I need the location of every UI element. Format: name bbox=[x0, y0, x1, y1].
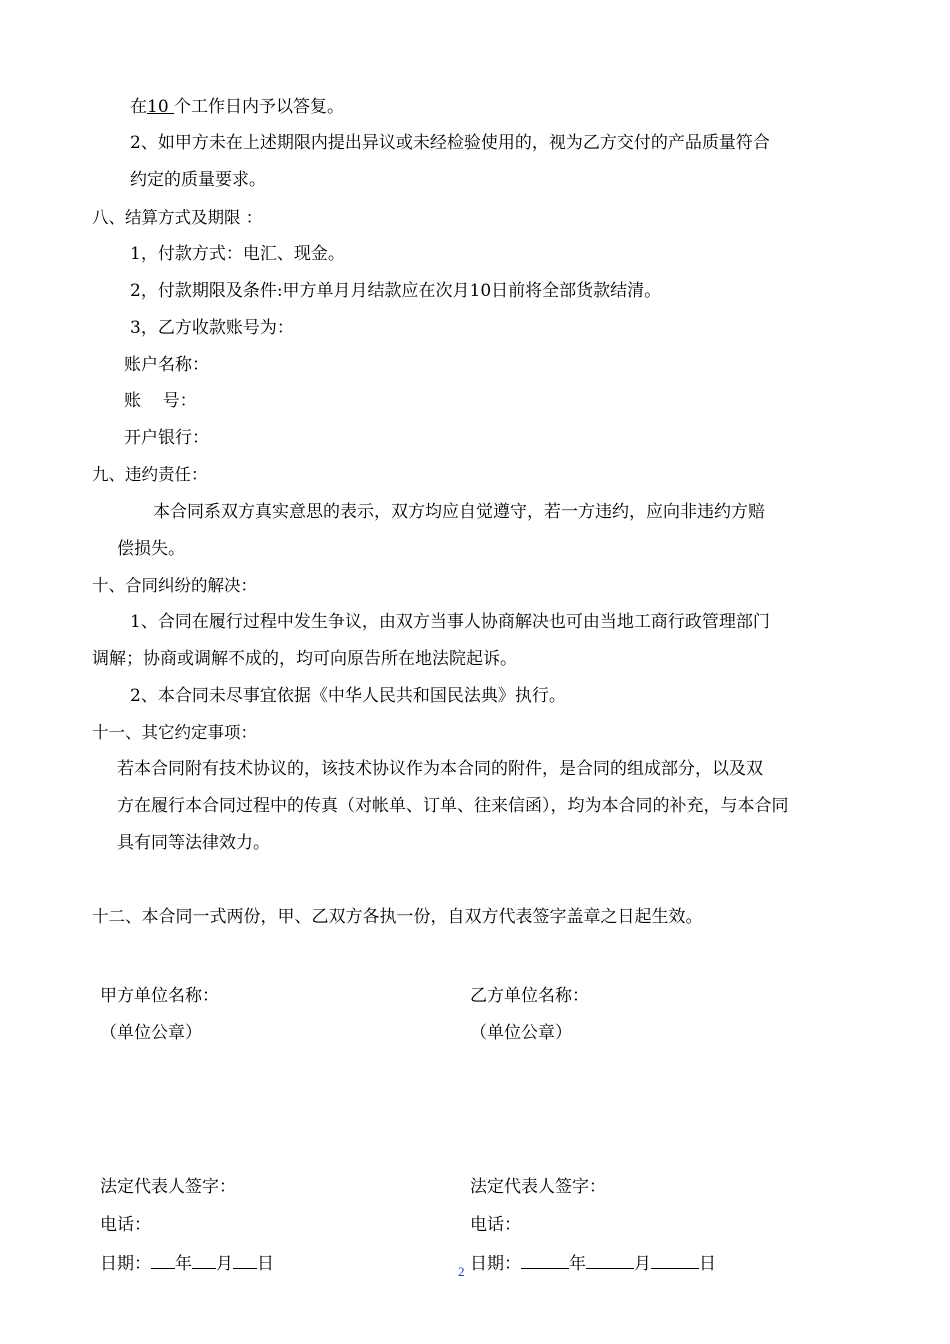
bank-label: 开户银行： bbox=[124, 428, 209, 448]
payment-terms: 2，付款期限及条件:甲方单月月结款应在次月10日前将全部货款结清。 bbox=[130, 281, 662, 301]
party-a-year-blank[interactable] bbox=[151, 1252, 175, 1269]
quality-objection-pre: 在 bbox=[130, 97, 147, 117]
section-9-heading bbox=[92, 464, 208, 486]
account-name-label: 账户名称： bbox=[124, 355, 209, 375]
party-a-month-blank[interactable] bbox=[192, 1252, 216, 1269]
quality-clause-2-line1: 2、如甲方未在上述期限内提出异议或未经检验使用的，视为乙方交付的产品质量符合 bbox=[130, 133, 770, 153]
quality-objection-days: 10 bbox=[147, 97, 175, 117]
party-b-day: 日 bbox=[699, 1254, 716, 1274]
section-12 bbox=[92, 906, 703, 928]
party-a-year: 年 bbox=[175, 1254, 192, 1274]
other-terms-line2: 方在履行本合同过程中的传真（对帐单、订单、往来信函），均为本合同的补充，与本合同 bbox=[117, 796, 789, 816]
party-a-date-label: 日期： bbox=[100, 1254, 151, 1274]
receiving-account-title: 3，乙方收款账号为： bbox=[130, 318, 294, 338]
page-number: 2 bbox=[458, 1264, 465, 1279]
section-11-heading: 十一、其它约定事项： bbox=[92, 723, 257, 742]
quality-objection-line bbox=[130, 96, 344, 118]
section-8-heading: 八、结算方式及期限 ： bbox=[92, 208, 263, 227]
party-a-seal: （单位公章） bbox=[100, 1023, 202, 1043]
other-terms-line3: 具有同等法律效力。 bbox=[117, 833, 270, 853]
party-b-phone-label: 电话： bbox=[470, 1215, 521, 1235]
party-b-date bbox=[470, 1252, 716, 1275]
party-b-year-blank[interactable] bbox=[521, 1252, 569, 1269]
party-a-day: 日 bbox=[257, 1254, 274, 1274]
dispute-clause-1-line2: 调解；协商或调解不成的，均可向原告所在地法院起诉。 bbox=[92, 649, 517, 669]
dispute-clause-1-line1: 1、合同在履行过程中发生争议，由双方当事人协商解决也可由当地工商行政管理部门 bbox=[130, 612, 770, 632]
party-b-rep-label: 法定代表人签字： bbox=[470, 1177, 606, 1197]
party-a-day-blank[interactable] bbox=[233, 1252, 257, 1269]
quality-objection-post: 个工作日内予以答复。 bbox=[174, 97, 345, 117]
party-a-month: 月 bbox=[216, 1254, 233, 1274]
party-a-rep-label: 法定代表人签字： bbox=[100, 1177, 236, 1197]
party-b-month: 月 bbox=[634, 1254, 651, 1274]
section-9-title: 、违约责任： bbox=[108, 465, 208, 484]
section-12-body: 本合同一式两份，甲、乙双方各执一份，自双方代表签字盖章之日起生效。 bbox=[141, 907, 703, 927]
party-b-year: 年 bbox=[569, 1254, 586, 1274]
other-terms-line1: 若本合同附有技术协议的，该技术协议作为本合同的附件，是合同的组成部分，以及双 bbox=[117, 759, 763, 779]
section-10-heading: 十、合同纠纷的解决： bbox=[92, 576, 257, 595]
party-a-date bbox=[100, 1252, 274, 1275]
party-a-phone-label: 电话： bbox=[100, 1215, 151, 1235]
party-b-seal: （单位公章） bbox=[470, 1023, 572, 1043]
section-9-number: 九 bbox=[92, 465, 109, 484]
breach-body-line1: 本合同系双方真实意思的表示，双方均应自觉遵守，若一方违约，应向非违约方赔 bbox=[153, 502, 765, 522]
payment-method: 1，付款方式：电汇、现金。 bbox=[130, 244, 345, 264]
party-b-date-label: 日期： bbox=[470, 1254, 521, 1274]
quality-clause-2-line2: 约定的质量要求。 bbox=[130, 170, 266, 190]
party-a-name-label: 甲方单位名称： bbox=[100, 986, 219, 1006]
breach-body-line2: 偿损失。 bbox=[117, 539, 185, 559]
section-12-heading: 十二、 bbox=[92, 907, 142, 926]
party-b-month-blank[interactable] bbox=[586, 1252, 634, 1269]
party-b-name-label: 乙方单位名称： bbox=[470, 986, 589, 1006]
account-number-label: 账 号： bbox=[124, 391, 197, 411]
dispute-clause-2: 2、本合同未尽事宜依据《中华人民共和国民法典》执行。 bbox=[130, 686, 566, 706]
party-b-day-blank[interactable] bbox=[651, 1252, 699, 1269]
